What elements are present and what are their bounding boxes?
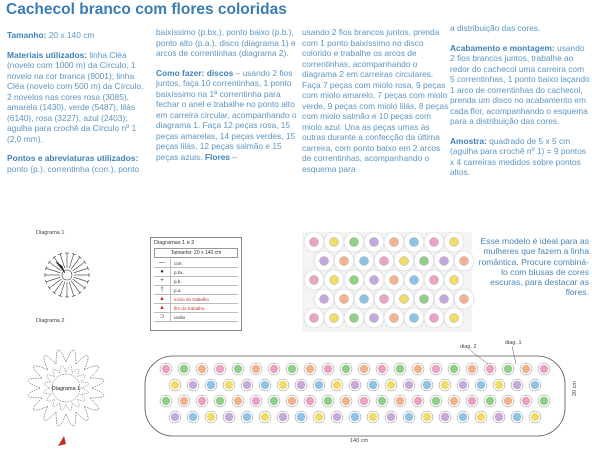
chain-arch bbox=[28, 378, 42, 388]
scheme-center bbox=[207, 381, 215, 389]
legend-label: união bbox=[174, 314, 186, 320]
legend-label: p.b. bbox=[174, 278, 182, 284]
flower-center bbox=[350, 238, 359, 247]
end-arrow-icon bbox=[58, 436, 66, 446]
scheme-center bbox=[288, 365, 296, 373]
start-arrow-icon bbox=[56, 262, 65, 273]
scheme-center bbox=[279, 381, 287, 389]
scheme-center bbox=[486, 397, 494, 405]
diagram-2-inner-label: Diagrama 1 bbox=[51, 386, 81, 392]
flower-center bbox=[330, 314, 339, 323]
flower-center bbox=[390, 314, 399, 323]
scheme-center bbox=[261, 381, 269, 389]
flower-center bbox=[410, 276, 419, 285]
flower-center bbox=[400, 295, 409, 304]
finishing-text: usando 2 fios brancos juntos, trabalhe ao redor do cachecol uma carreira com 5 correntinhas, 1 ponto baixo laçando 1 arco de correntinhas do cachecol, prenda um disco no acabamento em cada flor, acompanhando o esquema para a distribuição das cores. bbox=[450, 42, 590, 126]
stitch-bar bbox=[84, 286, 86, 289]
design-note: Esse modelo é ideal para as mulheres que fazem a linha romântica. Procure combiná-lo com blusas de cores escuras, para destacar as flores. bbox=[478, 236, 589, 298]
legend-symbol: ▲ bbox=[154, 304, 171, 312]
chain-arch bbox=[44, 356, 56, 370]
diag-1-pointer bbox=[512, 346, 516, 364]
scheme-center bbox=[540, 397, 548, 405]
scheme-center bbox=[405, 413, 413, 421]
scheme-center bbox=[306, 365, 314, 373]
scheme-center bbox=[513, 381, 521, 389]
diagram-1-label: Diagrama 1 bbox=[36, 230, 65, 236]
scheme-center bbox=[405, 381, 413, 389]
stitch-bar bbox=[52, 256, 55, 258]
stitch-bar bbox=[48, 286, 50, 289]
flower-center bbox=[330, 238, 339, 247]
inner-arch bbox=[81, 382, 89, 388]
flower-center bbox=[390, 276, 399, 285]
stitches-text: ponto (p.), correntinha (corr.), ponto bbox=[7, 163, 140, 174]
scheme-center bbox=[216, 397, 224, 405]
scheme-center bbox=[495, 413, 503, 421]
legend-row bbox=[154, 304, 238, 313]
inner-arch bbox=[66, 366, 72, 374]
scheme-center bbox=[288, 397, 296, 405]
scarf-photo bbox=[302, 228, 472, 338]
scheme-center bbox=[360, 397, 368, 405]
scheme-center bbox=[540, 365, 548, 373]
scheme-center bbox=[369, 381, 377, 389]
legend-row bbox=[154, 286, 238, 295]
legend-table bbox=[150, 237, 242, 331]
scheme-center bbox=[360, 365, 368, 373]
inner-arch bbox=[53, 399, 60, 407]
legend-row bbox=[154, 313, 238, 322]
scheme-center bbox=[378, 365, 386, 373]
flower-center bbox=[440, 295, 449, 304]
scheme-center bbox=[378, 397, 386, 405]
scheme-center bbox=[270, 365, 278, 373]
scheme-center bbox=[396, 397, 404, 405]
finishing-label: Acabamento e montagem: bbox=[450, 42, 555, 53]
scheme-center bbox=[477, 381, 485, 389]
chain-arch bbox=[76, 356, 88, 370]
scheme-center bbox=[441, 381, 449, 389]
chain-arch bbox=[44, 406, 56, 420]
flower-center bbox=[320, 295, 329, 304]
inner-arch bbox=[72, 399, 79, 407]
scheme-center bbox=[450, 365, 458, 373]
scheme-center bbox=[351, 413, 359, 421]
discs-label: discos bbox=[204, 67, 234, 78]
inner-arch bbox=[44, 382, 52, 388]
scheme-center bbox=[432, 365, 440, 373]
inner-arch bbox=[47, 394, 55, 401]
legend-label: p.bx. bbox=[174, 269, 184, 275]
legend-row bbox=[154, 268, 238, 277]
color-distribution-text: a distribuição das cores. bbox=[450, 23, 541, 33]
flower-center bbox=[450, 276, 459, 285]
chain-arch bbox=[66, 412, 76, 426]
column-4 bbox=[450, 23, 590, 187]
legend-row bbox=[154, 295, 238, 304]
flower-center bbox=[310, 276, 319, 285]
scheme-center bbox=[342, 397, 350, 405]
scheme-center bbox=[504, 365, 512, 373]
flower-center bbox=[310, 238, 319, 247]
stitch-bar bbox=[78, 256, 81, 258]
column-1 bbox=[7, 30, 147, 183]
scheme-center bbox=[531, 413, 539, 421]
scheme-center bbox=[387, 413, 395, 421]
flower-center bbox=[420, 257, 429, 266]
flower-center bbox=[320, 257, 329, 266]
materials-label: Materiais utilizados: bbox=[7, 49, 88, 60]
flower-center bbox=[380, 257, 389, 266]
inner-arch bbox=[44, 388, 52, 394]
flower-center bbox=[450, 314, 459, 323]
scheme-center bbox=[243, 381, 251, 389]
width-label: 140 cm bbox=[350, 438, 369, 444]
flower-center bbox=[430, 276, 439, 285]
flowers-dash: – bbox=[230, 151, 238, 162]
inner-arch bbox=[47, 375, 55, 382]
flower-center bbox=[410, 314, 419, 323]
scheme-center bbox=[243, 413, 251, 421]
legend-label: início do trabalho bbox=[174, 296, 209, 302]
scheme-center bbox=[333, 381, 341, 389]
how-to-label: Como fazer: bbox=[156, 67, 205, 78]
scheme-center bbox=[468, 397, 476, 405]
chain-arch bbox=[34, 366, 48, 378]
chain-arch bbox=[56, 350, 66, 364]
stitch-bar bbox=[52, 292, 55, 294]
scheme-center bbox=[198, 365, 206, 373]
scheme-center bbox=[234, 365, 242, 373]
inner-arch bbox=[66, 403, 72, 411]
scheme-center bbox=[189, 381, 197, 389]
scheme-center bbox=[306, 397, 314, 405]
scheme-center bbox=[423, 381, 431, 389]
scheme-center bbox=[396, 365, 404, 373]
scheme-center bbox=[369, 413, 377, 421]
scheme-center bbox=[351, 381, 359, 389]
flower-center bbox=[360, 295, 369, 304]
sample-text: quadrado de 5 x 5 cm (agulha para crochê nº 1) = 9 pontos x 4 carreiras medidos sobre pontos altos. bbox=[450, 135, 586, 177]
height-label: 20 cm bbox=[572, 381, 578, 396]
legend-symbol: ⊃ bbox=[154, 313, 171, 321]
scheme-center bbox=[279, 413, 287, 421]
scheme-center bbox=[450, 397, 458, 405]
flower-center bbox=[340, 295, 349, 304]
scheme-center bbox=[270, 397, 278, 405]
flower-center bbox=[350, 276, 359, 285]
scheme-center bbox=[234, 397, 242, 405]
scheme-center bbox=[171, 381, 179, 389]
legend-symbol: — bbox=[154, 259, 171, 267]
flower-center bbox=[370, 276, 379, 285]
scheme-center bbox=[522, 365, 530, 373]
scheme-center bbox=[315, 413, 323, 421]
flower-center bbox=[400, 257, 409, 266]
scheme-center bbox=[459, 413, 467, 421]
scheme-center bbox=[531, 381, 539, 389]
flower-center bbox=[460, 257, 469, 266]
diag-2-pointer bbox=[470, 350, 488, 364]
chain-arch bbox=[84, 398, 98, 410]
chain-arch bbox=[90, 378, 104, 388]
inner-arch bbox=[81, 388, 89, 394]
scheme-center bbox=[333, 413, 341, 421]
chain-arch bbox=[28, 388, 42, 398]
scheme-center bbox=[252, 365, 260, 373]
stitches-label: Pontos e abreviaturas utilizados: bbox=[7, 153, 139, 163]
scheme-center bbox=[207, 413, 215, 421]
legend-symbol: + bbox=[154, 277, 171, 285]
scheme-center bbox=[387, 381, 395, 389]
scheme-center bbox=[468, 365, 476, 373]
legend-row bbox=[154, 277, 238, 286]
scheme-center bbox=[225, 413, 233, 421]
scheme-center bbox=[522, 397, 530, 405]
flower-center bbox=[350, 314, 359, 323]
flower-center bbox=[360, 257, 369, 266]
materials-text: linha Cléa (novelo com 1000 m) da Círculo, 1 novelo na cor branca (8001); linha Cléa (novelo com 500 m) da Círculo, 2 novelos nas cores rosa (3085), amarela (1430), verde (5487), lilás (6140), rosa (3227), azul (2403); agulha para crochê da Círculo nº 1 (2,0 mm). bbox=[7, 49, 144, 144]
scheme-center bbox=[414, 397, 422, 405]
scheme-center bbox=[477, 413, 485, 421]
flower-center bbox=[430, 314, 439, 323]
flower-center bbox=[450, 238, 459, 247]
scheme-center bbox=[261, 413, 269, 421]
flower-center bbox=[460, 295, 469, 304]
flowers-text: usando 2 fios brancos juntos, prenda com 1 ponto baixíssimo no disco colorido e trabalhe os arcos de correntinhas, acompanhando o diagrama 2 em carreiras circulares. Faça 7 peças com miolo rosa, 9 peças com miolo amarelo, 7 peças com miolo verde, 9 peças com miolo lilás, 8 peças com miolo salmão e 10 peças com miolo azul. Una as peças umas às outras durante a confecção da última carreira, com ponto baixo em 2 arcos de correntinhas, acompanhando o esquema para bbox=[302, 27, 449, 174]
scheme-center bbox=[162, 397, 170, 405]
scheme-center bbox=[171, 413, 179, 421]
color-scheme-diagram bbox=[140, 336, 590, 444]
inner-arch bbox=[77, 375, 85, 382]
diagram-2-drawing bbox=[8, 326, 128, 452]
flower-center bbox=[410, 238, 419, 247]
scheme-center bbox=[180, 397, 188, 405]
stitch-bar bbox=[84, 260, 86, 263]
diagram-1-drawing bbox=[32, 240, 102, 310]
scheme-center bbox=[189, 413, 197, 421]
chain-arch bbox=[90, 388, 104, 398]
flower-center bbox=[390, 238, 399, 247]
stitch-bar bbox=[78, 292, 81, 294]
sample-label: Amostra: bbox=[450, 135, 487, 146]
flower-center bbox=[420, 295, 429, 304]
scheme-center bbox=[315, 381, 323, 389]
legend-title: Diagramas 1 e 2 bbox=[154, 240, 195, 246]
flower-center bbox=[370, 314, 379, 323]
stitch-bar bbox=[48, 260, 50, 263]
scheme-center bbox=[486, 365, 494, 373]
legend-row bbox=[154, 259, 238, 268]
scheme-center bbox=[324, 397, 332, 405]
scheme-center bbox=[504, 397, 512, 405]
scheme-center bbox=[441, 413, 449, 421]
scheme-center bbox=[297, 413, 305, 421]
stitches-continued: baixíssimo (p.bx.), ponto baixo (p.b.), ponto alto (p.a.), disco (diagrama 1) e arcos de correntinhas (diagrama 2). bbox=[156, 27, 296, 58]
legend-size: Tamanho: 20 x 140 cm bbox=[154, 248, 238, 258]
scheme-center bbox=[513, 413, 521, 421]
legend-label: corr. bbox=[174, 260, 183, 266]
scheme-center bbox=[252, 397, 260, 405]
scheme-center bbox=[414, 365, 422, 373]
scheme-center bbox=[423, 413, 431, 421]
scheme-center bbox=[225, 381, 233, 389]
legend-label: p.a. bbox=[174, 287, 182, 293]
diag-1-label: diag. 1 bbox=[505, 340, 522, 346]
size-value: 20 x 140 cm bbox=[46, 30, 95, 40]
flower-center bbox=[370, 238, 379, 247]
scheme-center bbox=[459, 381, 467, 389]
scheme-center bbox=[162, 365, 170, 373]
scheme-center bbox=[216, 365, 224, 373]
diag-2-label: diag. 2 bbox=[460, 344, 477, 350]
inner-arch bbox=[72, 369, 79, 377]
diagram-2-label: Diagrama 2 bbox=[36, 318, 65, 324]
legend-label: fim do trabalho bbox=[174, 305, 205, 311]
chain-arch bbox=[56, 412, 66, 426]
chain-arch bbox=[76, 406, 88, 420]
column-2 bbox=[156, 27, 301, 171]
chain-arch bbox=[66, 350, 76, 364]
chain-arch bbox=[34, 398, 48, 410]
flower-center bbox=[340, 257, 349, 266]
inner-arch bbox=[53, 369, 60, 377]
scheme-center bbox=[432, 397, 440, 405]
chain-arch bbox=[84, 366, 98, 378]
size-label: Tamanho: bbox=[7, 30, 47, 40]
flowers-label: Flores bbox=[202, 151, 231, 162]
legend-symbol: ● bbox=[154, 268, 171, 276]
page-title: Cachecol branco com flores coloridas bbox=[6, 1, 287, 18]
flower-center bbox=[330, 276, 339, 285]
scheme-center bbox=[324, 365, 332, 373]
scheme-center bbox=[297, 381, 305, 389]
inner-arch bbox=[60, 403, 66, 411]
column-3 bbox=[302, 27, 450, 183]
scheme-center bbox=[198, 397, 206, 405]
scheme-center bbox=[180, 365, 188, 373]
flower-center bbox=[430, 238, 439, 247]
flower-center bbox=[310, 314, 319, 323]
flower-center bbox=[380, 295, 389, 304]
scheme-center bbox=[495, 381, 503, 389]
discs-text: – usando 2 fios juntos, faça 10 correntinhas, 1 ponto baixíssimo na 1ª correntinha para fechar o anel e trabalhe no ponto alto em carreira circular, acompanhando o diagrama 1. Faça 12 peças rosa, 15 peças amarelas, 14 peças verdes, 15 peças lilás, 12 peças salmão e 15 peças azuis. bbox=[156, 67, 297, 162]
legend-symbol: † bbox=[154, 286, 171, 294]
legend-symbol: ▲ bbox=[154, 295, 171, 303]
inner-arch bbox=[60, 366, 66, 374]
flower-center bbox=[440, 257, 449, 266]
scheme-center bbox=[342, 365, 350, 373]
inner-arch bbox=[77, 394, 85, 401]
